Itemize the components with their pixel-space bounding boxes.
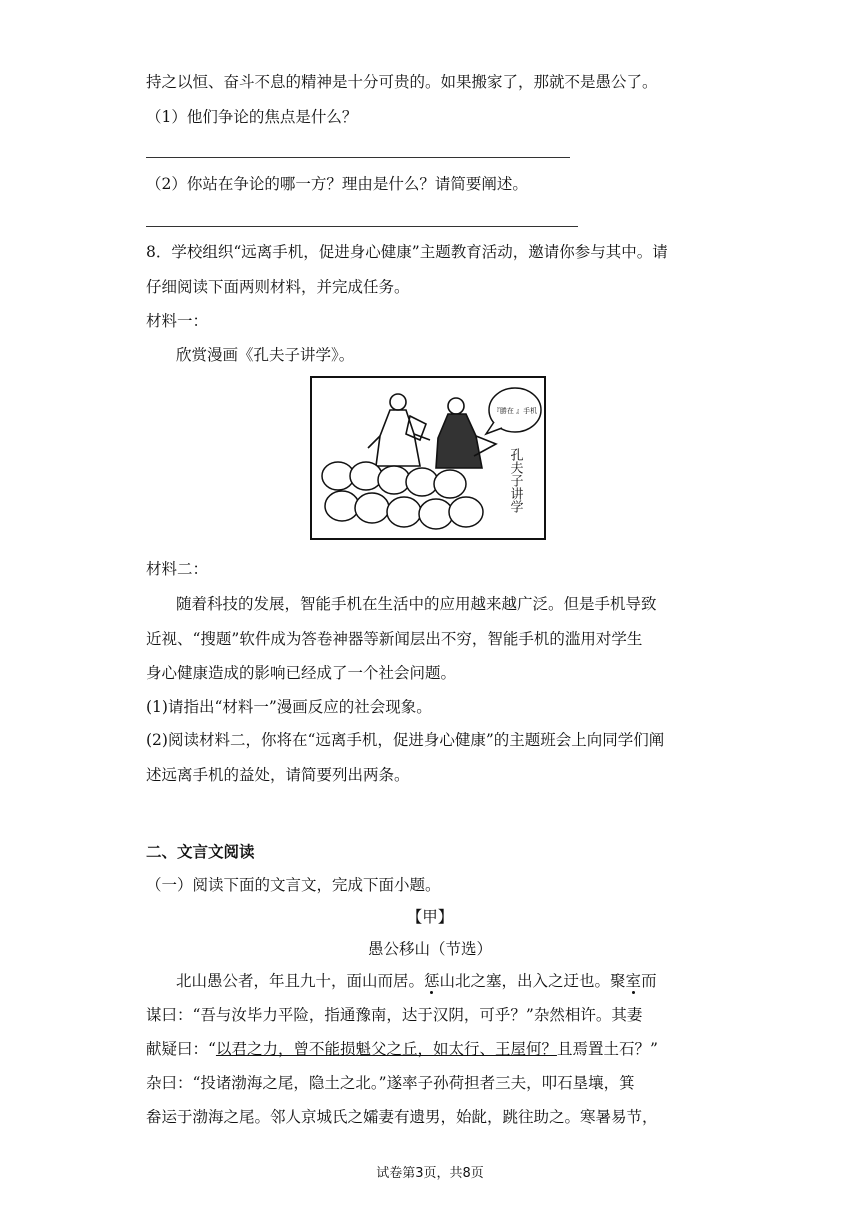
material-2-line1: 随着科技的发展，智能手机在生活中的应用越来越广泛。但是手机导致 bbox=[176, 595, 657, 613]
question-8-line1: 8．学校组织“远离手机，促进身心健康”主题教育活动，邀请你参与其中。请 bbox=[146, 243, 668, 261]
task-2-line1: (2)阅读材料二，你将在“远离手机，促进身心健康”的主题班会上向同学们阐 bbox=[146, 731, 665, 749]
emphasis-char: 惩 bbox=[424, 972, 440, 990]
answer-blank-2[interactable] bbox=[146, 226, 578, 227]
page-footer: 试卷第3页，共8页 bbox=[376, 1166, 484, 1181]
task-2-line2: 述远离手机的益处，请简要列出两条。 bbox=[146, 766, 410, 784]
passage-title: 愚公移山（节选） bbox=[367, 940, 492, 958]
classical-line4: 杂曰：“投诸渤海之尾，隐土之北。”遂率子孙荷担者三夫，叩石垦壤，箕 bbox=[146, 1074, 635, 1092]
passage-label: 【甲】 bbox=[406, 908, 454, 926]
text-line: 持之以恒、奋斗不息的精神是十分可贵的。如果搬家了，那就不是愚公了。 bbox=[146, 73, 658, 91]
emphasis-char: 室 bbox=[625, 972, 642, 990]
question-1: （1）他们争论的焦点是什么？ bbox=[146, 108, 358, 126]
comic-image bbox=[310, 376, 546, 540]
comic-caption: 孔夫子讲学 bbox=[507, 448, 523, 513]
question-2: （2）你站在争论的哪一方？理由是什么？请简要阐述。 bbox=[146, 175, 528, 193]
section-heading: 二、文言文阅读 bbox=[146, 843, 255, 861]
material-2-label: 材料二： bbox=[146, 560, 209, 578]
material-2-line3: 身心健康造成的影响已经成了一个社会问题。 bbox=[146, 664, 457, 682]
task-1: (1)请指出“材料一”漫画反应的社会现象。 bbox=[146, 698, 432, 716]
material-1-text: 欣赏漫画《孔夫子讲学》。 bbox=[176, 346, 355, 364]
classical-line2: 谋曰：“吾与汝毕力平险，指通豫南，达于汉阴，可乎？”杂然相许。其妻 bbox=[146, 1006, 643, 1024]
subsection-instruction: （一）阅读下面的文言文，完成下面小题。 bbox=[146, 876, 441, 894]
material-1-label: 材料一： bbox=[146, 312, 209, 330]
classical-line1: 北山愚公者，年且九十，面山而居。惩山北之塞，出入之迂也。聚室而 bbox=[176, 972, 657, 990]
material-2-line2: 近视、“搜题”软件成为答卷神器等新闻层出不穷，智能手机的滥用对学生 bbox=[146, 630, 643, 648]
classical-line5: 畚运于渤海之尾。邻人京城氏之孀妻有遗男，始龀，跳往助之。寒暑易节， bbox=[146, 1108, 658, 1126]
classical-line3: 献疑曰：“以君之力，曾不能损魁父之丘，如太行、王屋何？且焉置土石？” bbox=[146, 1040, 658, 1058]
bubble-text: 『勝在 』手机 bbox=[492, 407, 538, 415]
question-8-line2: 仔细阅读下面两则材料，并完成任务。 bbox=[146, 278, 410, 296]
answer-blank-1[interactable] bbox=[146, 157, 570, 158]
underlined-sentence: 以君之力，曾不能损魁父之丘，如太行、王屋何？ bbox=[215, 1040, 557, 1058]
